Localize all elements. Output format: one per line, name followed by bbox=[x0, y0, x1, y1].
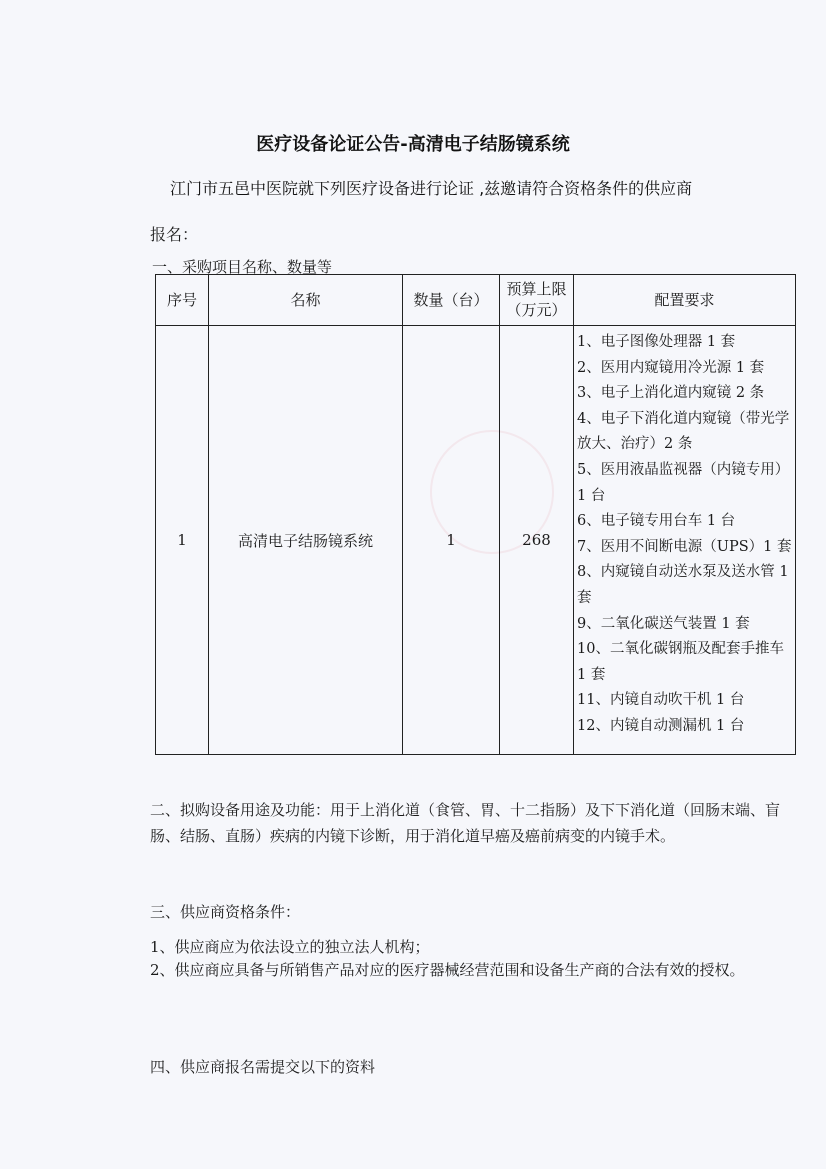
header-no: 序号 bbox=[156, 275, 209, 326]
cell-config bbox=[574, 326, 796, 755]
config-item: 8、内窥镜自动送水泵及送水管 1 套 bbox=[577, 564, 789, 606]
header-qty: 数量（台） bbox=[403, 275, 500, 326]
config-item: 7、医用不间断电源（UPS）1 套 bbox=[577, 538, 792, 555]
intro-text: 江门市五邑中医院就下列医疗设备进行论证 ,兹邀请符合资格条件的供应商 bbox=[170, 179, 693, 198]
section-4-heading: 四、供应商报名需提交以下的资料 bbox=[150, 1058, 376, 1076]
section-2-heading: 二、拟购设备用途及功能： bbox=[150, 801, 331, 819]
section-1-heading: 一、采购项目名称、数量等 bbox=[152, 258, 333, 276]
cell-budget: 268 bbox=[500, 326, 574, 755]
header-name: 名称 bbox=[209, 275, 403, 326]
qualification-item: 1、供应商应为依法设立的独立法人机构； bbox=[150, 938, 430, 956]
page-title: 医疗设备论证公告-高清电子结肠镜系统 bbox=[256, 134, 570, 155]
section-2-text: 用于上消化道（食管、胃、十二指肠）及下下消化道（回肠末端、盲肠、结肠、直肠）疾病的内镜下诊断，用于消化道早癌及癌前病变的内镜手术。 bbox=[150, 801, 781, 845]
section-3-heading: 三、供应商资格条件： bbox=[150, 903, 301, 921]
cell-qty: 1 bbox=[403, 326, 500, 755]
table-header-row bbox=[156, 275, 796, 326]
config-item: 2、医用内窥镜用冷光源 1 套 bbox=[577, 359, 765, 376]
qualification-item: 2、供应商应具备与所销售产品对应的医疗器械经营范围和设备生产商的合法有效的授权。 bbox=[150, 961, 745, 979]
config-item: 11、内镜自动吹干机 1 台 bbox=[577, 692, 745, 709]
config-item: 1、电子图像处理器 1 套 bbox=[577, 334, 736, 350]
config-item: 5、医用液晶监视器（内镜专用）1 台 bbox=[577, 461, 790, 504]
section-2 bbox=[150, 797, 790, 849]
procurement-table bbox=[155, 274, 796, 755]
cell-name: 高清电子结肠镜系统 bbox=[209, 326, 403, 755]
signup-label: 报名： bbox=[150, 225, 199, 244]
config-item: 3、电子上消化道内窥镜 2 条 bbox=[577, 385, 765, 402]
config-item: 4、电子下消化道内窥镜（带光学放大、治疗）2 条 bbox=[577, 410, 790, 453]
config-item: 9、二氧化碳送气装置 1 套 bbox=[577, 615, 750, 632]
section-3-list bbox=[150, 936, 790, 982]
config-item: 6、电子镜专用台车 1 台 bbox=[577, 513, 736, 530]
header-config: 配置要求 bbox=[574, 275, 796, 326]
config-item: 10、二氧化碳钢瓶及配套手推车 1 套 bbox=[577, 641, 784, 683]
table-row bbox=[156, 326, 796, 755]
cell-no: 1 bbox=[156, 326, 209, 755]
config-item: 12、内镜自动测漏机 1 台 bbox=[577, 717, 745, 734]
header-budget: 预算上限（万元） bbox=[500, 275, 574, 326]
